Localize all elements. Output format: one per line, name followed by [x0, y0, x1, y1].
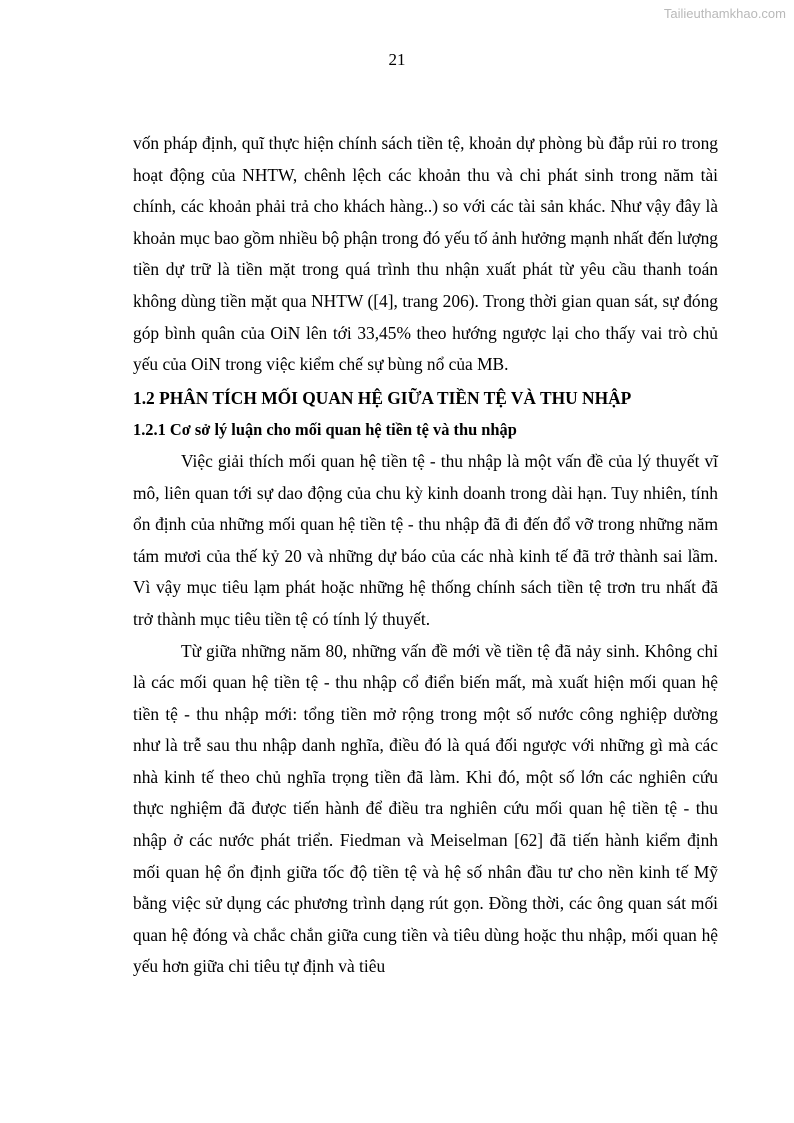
paragraph-empirical-studies: Từ giữa những năm 80, những vấn đề mới về tiền tệ đã nảy sinh. Không chỉ là các mối quan hệ tiền tệ - thu nhập cổ điển biến mất, mà xuất hiện mối quan hệ tiền tệ - thu nhập mới: tổng tiền mở rộng trong một số nước công nghiệp dường như là trễ sau thu nhập danh nghĩa, điều đó là quá đối ngược với những gì mà các nhà kinh tế theo chủ nghĩa trọng tiền đã làm. Khi đó, một số lớn các nghiên cứu thực nghiệm đã được tiến hành để điều tra nghiên cứu mối quan hệ tiền tệ - thu nhập ở các nước phát triển. Fiedman và Meiselman [62] đã tiến hành kiểm định mối quan hệ ổn định giữa tốc độ tiền tệ và hệ số nhân đầu tư cho nền kinh tế Mỹ bằng việc sử dụng các phương trình dạng rút gọn. Đồng thời, các ông quan sát mối quan hệ đóng và chắc chắn giữa cung tiền và tiêu dùng hoặc thu nhập, mối quan hệ yếu hơn giữa chi tiêu tự định và tiêu	[133, 640, 718, 977]
section-heading-1-2: 1.2 PHÂN TÍCH MỐI QUAN HỆ GIỮA TIỀN TỆ VÀ THU NHẬP	[133, 387, 632, 408]
watermark-text: Tailieuthamkhao.com	[663, 6, 786, 21]
paragraph-theory-intro: Việc giải thích mối quan hệ tiền tệ - thu nhập là một vấn đề của lý thuyết vĩ mô, liên quan tới sự dao động của chu kỳ kinh doanh trong dài hạn. Tuy nhiên, tính ổn định của những mối quan hệ tiền tệ - thu nhập đã đi đến đổ vỡ trong những năm tám mươi của thế kỷ 20 và những dự báo của các nhà kinh tế đã trở thành sai lầm. Vì vậy mục tiêu lạm phát hoặc những hệ thống chính sách tiền tệ trơn tru nhất đã trở thành mục tiêu tiền tệ có tính lý thuyết.	[133, 450, 718, 629]
subsection-heading-1-2-1: 1.2.1 Cơ sở lý luận cho mối quan hệ tiền tệ và thu nhập	[133, 420, 517, 440]
paragraph-continuation: vốn pháp định, quĩ thực hiện chính sách tiền tệ, khoản dự phòng bù đắp rủi ro trong hoạt động của NHTW, chênh lệch các khoản thu và chi phát sinh trong năm tài chính, các khoản phải trả cho khách hàng..) so với các tài sản khác. Như vậy đây là khoản mục bao gồm nhiều bộ phận trong đó yếu tố ảnh hưởng mạnh nhất đến lượng tiền dự trữ là tiền mặt trong quá trình thu nhận xuất phát từ yêu cầu thanh toán không dùng tiền mặt qua NHTW ([4], trang 206). Trong thời gian quan sát, sự đóng góp bình quân của OiN lên tới 33,45% theo hướng ngược lại cho thấy vai trò chủ yếu của OiN trong việc kiểm chế sự bùng nổ của MB.	[133, 133, 718, 375]
document-body	[133, 128, 718, 983]
page-number: 21	[388, 50, 406, 69]
